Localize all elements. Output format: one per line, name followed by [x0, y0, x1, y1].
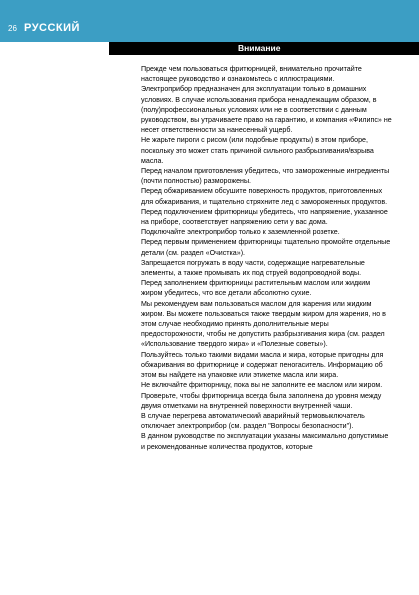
paragraph: В случае перегрева автоматический аварийный термовыключатель отключает электроприбор (см. раздел "Вопросы безопасности"). [141, 411, 365, 431]
paragraph: Перед началом приготовления убедитесь, что замороженные ингредиенты (почти полностью) разморожены. [141, 167, 390, 186]
paragraph: Не включайте фритюрницу, пока вы не заполните ее маслом или жиром. [141, 381, 383, 390]
paragraph: Проверьте, чтобы фритюрница всегда была заполнена до уровня между двумя отметками на внутренней поверхности внутренней чаши. [141, 391, 382, 410]
warning-text-block [141, 64, 393, 452]
paragraph: Электроприбор предназначен для эксплуатации только в домашних условиях. В случае использования прибора ненадлежащим образом, в (полу)профессиональных условиях или не в соответствии с данным руководством, вы утрачиваете право на гарантию, и компания «Филипс» не несет ответственности за нанесенный ущерб. [141, 85, 392, 135]
paragraph: В данном руководстве по эксплуатации указаны максимально допустимые и рекомендованные количества продуктов, которые [141, 432, 389, 451]
page-number: 26 [8, 24, 17, 33]
paragraph: Прежде чем пользоваться фритюрницей, внимательно прочитайте настоящее руководство и ознакомьтесь с иллюстрациями. [141, 65, 362, 84]
section-title: Внимание [238, 43, 281, 53]
paragraph: Подключайте электроприбор только к заземленной розетке. [141, 228, 340, 237]
paragraph: Пользуйтесь только такими видами масла и жира, которые пригодны для обжаривания во фритюрнице и содержат пеногаситель. Информацию об этом вы найдете на упаковке или этикетке масла или жира. [141, 350, 384, 380]
page-header [0, 0, 419, 42]
paragraph: Перед подключением фритюрницы убедитесь, что напряжение, указанное на приборе, соответствует напряжению сети у вас дома. [141, 207, 388, 227]
paragraph: Запрещается погружать в воду части, содержащие нагревательные элементы, а также промывать их под струей водопроводной воды. [141, 258, 365, 278]
paragraph: Мы рекомендуем вам пользоваться маслом для жарения или жидким жиром. Вы можете пользоваться также твердым жиром для жарения, но в этом случае необходимо принять дополнительные меры предосторожности, чтобы не допустить разбрызгивания жира (см. раздел «Использование твердого жира» и «Полезные советы»). [141, 299, 386, 349]
paragraph: Перед заполнением фритюрницы растительным маслом или жидким жиром убедитесь, что все детали абсолютно сухие. [141, 279, 371, 298]
paragraph: Перед обжариванием обсушите поверхность продуктов, приготовленных для обжаривания, и тщательно стряхните лед с замороженных продуктов. [141, 187, 388, 206]
section-header-bar [109, 42, 419, 55]
paragraph: Перед первым применением фритюрницы тщательно промойте отдельные детали (см. раздел «Очистка»). [141, 238, 391, 257]
paragraph: Не жарьте пироги с рисом (или подобные продукты) в этом приборе, поскольку это может стать причиной сильного разбрызгивания/взрыва масла. [141, 136, 374, 165]
language-title: РУССКИЙ [24, 22, 80, 34]
